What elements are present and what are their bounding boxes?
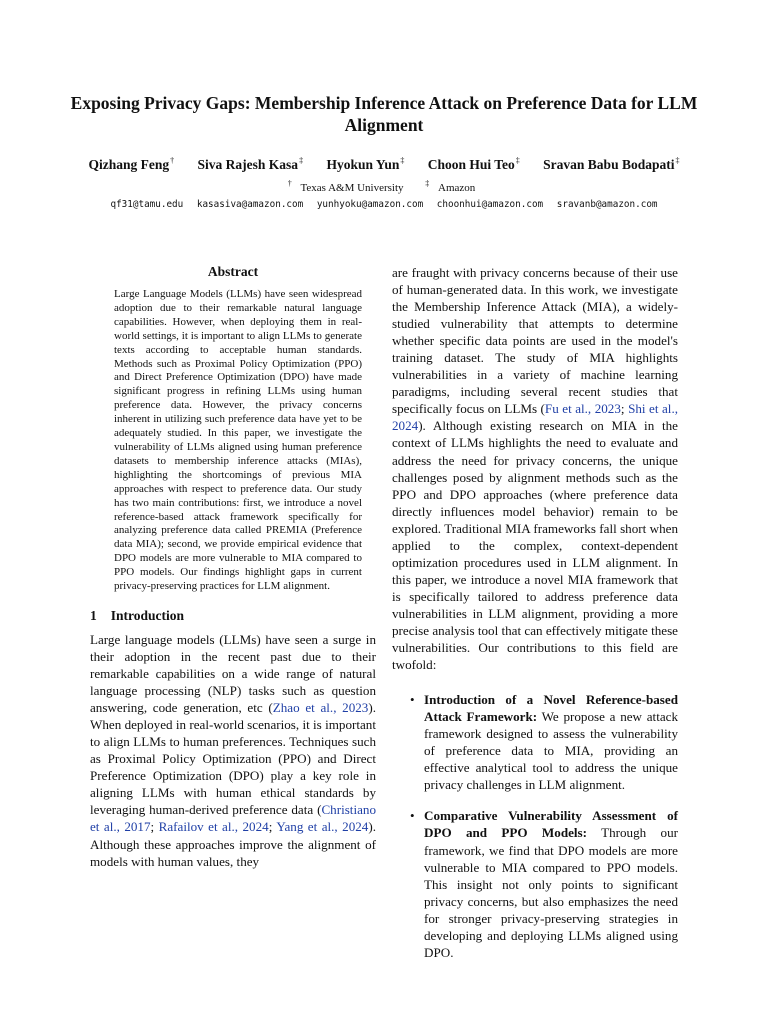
text-run: ;: [150, 819, 159, 835]
text-run: ;: [268, 819, 277, 835]
paper-title: Exposing Privacy Gaps: Membership Inference Attack on Preference Data for LLM Alignment: [70, 93, 698, 135]
bullet-marker: •: [410, 692, 415, 708]
email-link[interactable]: choonhui@amazon.com: [436, 199, 544, 210]
affiliation-mark: †: [170, 156, 175, 165]
email-link[interactable]: sravanb@amazon.com: [556, 199, 658, 210]
author-name: Sravan Babu Bodapati: [543, 156, 675, 172]
author: [428, 157, 520, 172]
citation-link[interactable]: Yang et al., 2024: [276, 819, 369, 835]
author: [326, 157, 404, 172]
text-run: are fraught with privacy concerns because of their use of human-generated data. In this work, we investigate the Membership Inference Attack (MIA), a widely-studied vulnerability that attempts to determine whether specific data points are used in the model's training dataset. The study of MIA highlights vulnerabilities in a variety of machine learning paradigms, including several recent studies that specifically focus on LLMs (: [392, 265, 678, 417]
affiliation-list: [40, 179, 728, 194]
contribution-text: Through our framework, we find that DPO models are more vulnerable to MIA compared to PPO models. This insight not only points to significant privacy concerns, but also emphasizes the need for stronger privacy-preserving strategies in developing and deploying LLMs aligned using DPO.: [424, 825, 678, 960]
contribution-text: We propose a new attack framework designed to assess the vulnerability of preference data to MIA, providing an effective analytical tool to address the unique privacy challenges in LLM alignment.: [424, 709, 679, 793]
affiliation-name: Texas A&M University: [300, 181, 404, 194]
citation-link[interactable]: Christiano et al., 2017: [90, 802, 376, 835]
email-link[interactable]: yunhyoku@amazon.com: [316, 199, 424, 210]
text-run: ;: [620, 401, 629, 417]
contribution-item: [392, 691, 678, 793]
citation-link[interactable]: Rafailov et al., 2024: [158, 819, 269, 835]
affiliation-mark: ‡: [675, 156, 680, 165]
section-number: 1: [90, 607, 97, 623]
contribution-lead: Introduction of a Novel Reference-based Attack Framework:: [424, 692, 678, 725]
text-run: ). When deployed in real-world scenarios, it is important to align LLMs to human preferences. Techniques such as Proximal Policy Optimization (PPO) and Direct Preference Optimization (DPO) play a key role in aligning LLMs with human ethical standards by leveraging human-derived preference data (: [90, 700, 376, 818]
author-list: [40, 156, 728, 173]
citation-link[interactable]: Fu et al., 2023: [544, 401, 621, 417]
text-run: Large language models (LLMs) have seen a surge in their adoption in the recent past due to their remarkable capabilities on a wide range of natural language processing (NLP) tasks such as question answering, code generation, etc (: [90, 631, 376, 716]
citation-link[interactable]: Zhao et al., 2023: [272, 700, 369, 716]
affiliation-name: Amazon: [438, 181, 476, 194]
author: [89, 157, 175, 172]
affiliation-mark: †: [287, 179, 292, 188]
bullet-marker: •: [410, 808, 415, 824]
intro-paragraph-1: [90, 631, 376, 870]
author-name: Qizhang Feng: [88, 156, 170, 172]
affiliation-mark: ‡: [515, 156, 520, 165]
right-column: [392, 264, 678, 975]
abstract-heading: Abstract: [207, 264, 259, 279]
author: [198, 157, 304, 172]
affiliation-mark: ‡: [400, 156, 405, 165]
citation-link[interactable]: Shi et al., 2024: [392, 401, 678, 434]
section-heading: [90, 608, 376, 624]
contribution-item: [392, 807, 678, 960]
author-name: Siva Rajesh Kasa: [197, 156, 299, 172]
author-name: Hyokun Yun: [326, 156, 400, 172]
left-column: [90, 264, 376, 870]
affiliation-mark: ‡: [425, 179, 430, 188]
text-run: ). Although these approaches improve the alignment of models with human values, they: [90, 819, 376, 869]
affiliation: [424, 179, 481, 194]
author-name: Choon Hui Teo: [427, 156, 515, 172]
text-run: ). Although existing research on MIA in the context of LLMs highlights the need to evaluate and address the need for privacy concerns, the unique challenges posed by alignment methods such as the PPO and DPO approaches (where preference data directly influences model behavior) remain to be explored. Traditional MIA frameworks fall short when applied to the complex, context-dependent optimization procedures used in LLM alignment. In this paper, we introduce a novel MIA framework that is specifically tailored to address preference data vulnerabilities in LLM alignment, providing a more precise analysis tool that can effectively mitigate these vulnerabilities. Our contributions to this field are twofold:: [392, 418, 678, 673]
email-link[interactable]: kasasiva@amazon.com: [196, 199, 304, 210]
section-title: Introduction: [110, 607, 185, 623]
intro-paragraph-1-continued: [392, 264, 678, 673]
email-list: [40, 199, 728, 210]
abstract-text: Large Language Models (LLMs) have seen widespread adoption due to their remarkable natural language capabilities. However, when deploying them in real-world settings, it is important to align LLMs to generate texts according to acceptable human standards. Methods such as Proximal Policy Optimization (PPO) and Direct Preference Optimization (DPO) have made significant progress in refining LLMs using human preference data. However, the privacy concerns inherent in utilizing such preference data have yet to be adequately studied. In this paper, we investigate the vulnerability of LLMs aligned using human preference datasets to membership inference attacks (MIAs), highlighting the shortcomings of previous MIA approaches with respect to preference data. Our study has two main contributions: first, we introduce a novel reference-based attack framework specifically for analyzing preference data called PREMIA (Preference data MIA); second, we provide empirical evidence that DPO models are more vulnerable to MIA compared to PPO models. Our findings highlight gaps in current privacy-preserving practices for LLM alignment.: [114, 288, 362, 593]
affiliation-mark: ‡: [299, 156, 304, 165]
email-link[interactable]: qf31@tamu.edu: [110, 199, 184, 210]
affiliation: [287, 179, 410, 194]
author: [543, 157, 679, 172]
contribution-lead: Comparative Vulnerability Assessment of DPO and PPO Models:: [424, 808, 678, 841]
contribution-list: [392, 691, 678, 961]
